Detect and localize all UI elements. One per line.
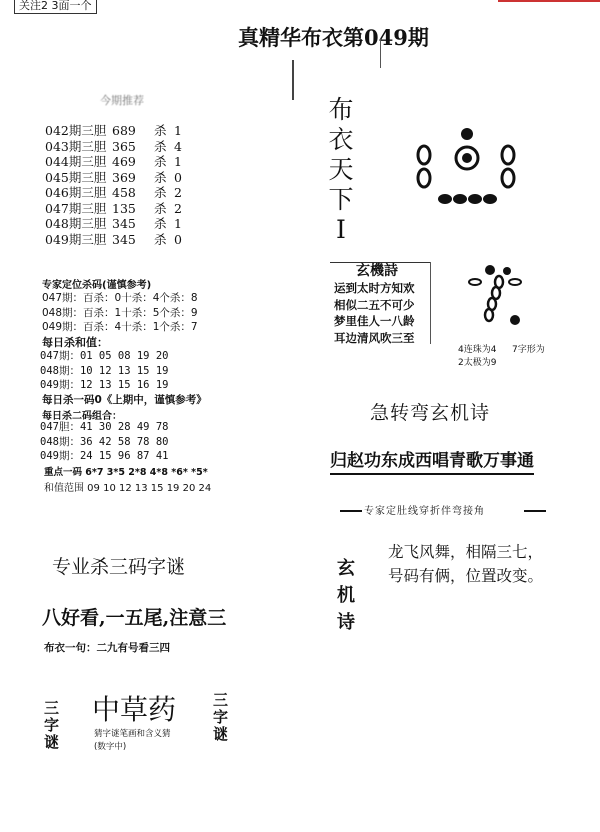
caption-right: 7字形为	[512, 345, 545, 355]
list-item: 049期：12 13 15 16 19	[40, 379, 169, 391]
bead-figure-top	[410, 120, 530, 220]
list-item: 043期三胆 365 杀 4	[45, 138, 182, 154]
expert-rows	[42, 291, 198, 335]
list-item: 047胆：41 30 28 49 78	[40, 421, 169, 433]
herb-title: 中草药	[92, 693, 177, 726]
list-item: 046期三胆 458 杀 2	[45, 185, 182, 200]
turn-title: 急转弯玄机诗	[370, 402, 491, 424]
list-item: 梦里佳人一八龄	[334, 314, 415, 328]
riddle-line: 八好看,一五尾,注意三	[42, 607, 227, 629]
blurred-header: 今期推荐	[100, 94, 144, 107]
list-item: 045期三胆 369 杀 0	[45, 169, 182, 185]
poem-title: 玄機詩	[356, 263, 398, 279]
sanzi-left: 三字谜	[44, 699, 60, 751]
poem-bar: 归赵功东成西唱青歌万事通	[330, 446, 534, 475]
hezhi-line: 和值范围 09 10 12 13 15 19 20 24	[44, 483, 212, 494]
list-item: 049期：百杀：4十杀：1个杀：7	[42, 321, 198, 333]
center-divider	[292, 60, 294, 100]
verse-1: 龙飞风舞，相隔三七，	[388, 543, 544, 561]
riddle-title: 专业杀三码字谜	[52, 556, 186, 578]
bead-figure-chain	[465, 262, 535, 332]
list-item: 048期：36 42 58 78 80	[40, 435, 169, 448]
sanzi-right: 三字谜	[213, 691, 229, 743]
expert-rule-left	[340, 510, 362, 512]
page-title: 真精华布衣第049期	[238, 25, 429, 50]
herb-note-2: (数字中)	[94, 742, 127, 752]
list-item: 049期三胆 345 杀 0	[45, 231, 182, 247]
kill-one: 每日杀一码0《上期中，谨慎参考》	[42, 394, 207, 406]
expert-header: 专家定位杀码(谨慎参考)	[42, 280, 152, 291]
kill-two-header: 每日杀二码组合：	[42, 411, 122, 422]
kill-two-rows	[40, 420, 168, 464]
top-note: 关注2 3面一个	[14, 0, 97, 14]
three-dan-list	[45, 123, 182, 247]
list-item: 相似二五不可少	[334, 297, 415, 312]
focus-line: 重点一码 6*7 3*5 2*8 4*8 *6* *5*	[44, 467, 208, 478]
expert-line: 专家定肚线穿折伴弯接角	[364, 506, 485, 517]
list-item: 048期：10 12 13 15 19	[40, 364, 169, 377]
verse-2: 号码有俩，位置改变。	[388, 567, 544, 585]
top-right-rule	[498, 0, 600, 2]
caption-left-2: 2太极为9	[458, 358, 497, 368]
list-item: 044期三胆 469 杀 1	[45, 154, 182, 169]
buyi-line: 布衣一句：二九有号看三四	[44, 642, 170, 654]
list-item: 047期三胆 135 杀 2	[45, 200, 182, 216]
list-item: 048期：百杀：1十杀：5个杀：9	[42, 306, 198, 319]
sum-header: 每日杀和值：	[42, 336, 108, 349]
list-item: 耳边清风吹三至	[334, 330, 415, 345]
xuanji-vertical: 玄 机 诗	[337, 558, 355, 633]
list-item: 049期：24 15 96 87 41	[40, 450, 169, 462]
list-item: 047期：01 05 08 19 20	[40, 350, 169, 362]
poem-lines	[334, 280, 415, 346]
right-divider	[380, 38, 381, 68]
buyi-vertical: 布 衣 天 下 I	[328, 95, 354, 244]
herb-note: 猜字谜笔画和含义猜	[94, 729, 171, 739]
expert-rule-right	[524, 510, 546, 512]
list-item: 042期三胆 689 杀 1	[45, 123, 182, 138]
poem-side-rule	[430, 262, 431, 344]
sum-rows	[40, 349, 168, 393]
list-item: 047期：百杀：0十杀：4个杀：8	[42, 292, 198, 304]
list-item: 运到太时方知欢	[334, 281, 415, 295]
caption-left: 4连珠为4	[458, 345, 497, 355]
list-item: 048期三胆 345 杀 1	[45, 216, 182, 231]
